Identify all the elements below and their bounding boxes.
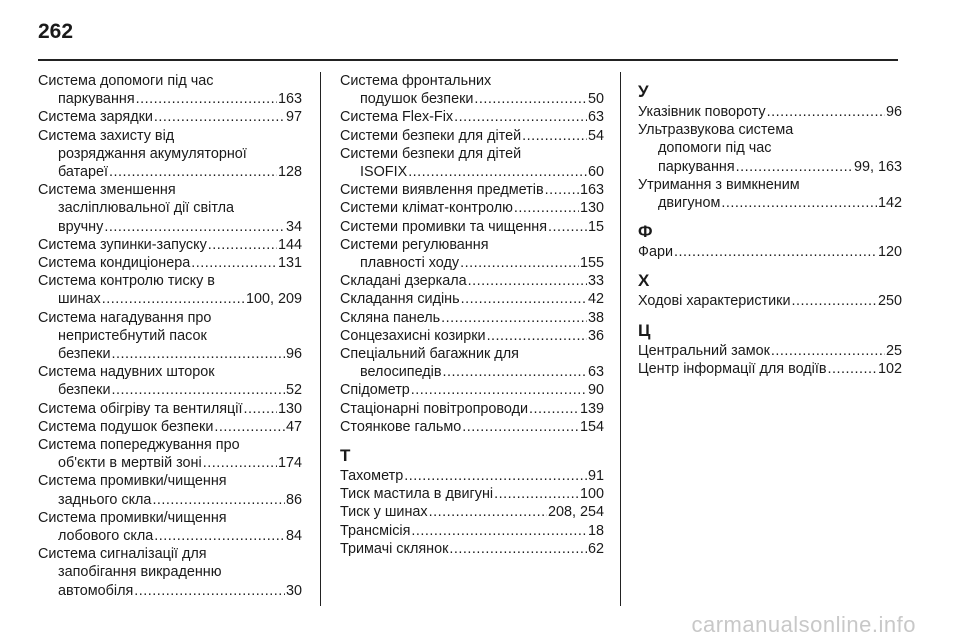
index-entry	[638, 103, 902, 121]
index-page-ref[interactable]: 52	[285, 382, 302, 399]
index-entry-text: вручну	[58, 218, 104, 235]
dot-leader	[112, 345, 285, 363]
dot-leader	[102, 290, 245, 308]
dot-leader	[191, 254, 277, 272]
index-page-ref[interactable]: 33	[587, 273, 604, 290]
index-page-ref[interactable]: 54	[587, 127, 604, 144]
dot-leader	[112, 381, 285, 399]
dot-leader	[767, 103, 885, 121]
dot-leader	[449, 540, 587, 558]
index-page-ref[interactable]: 25	[885, 342, 902, 359]
index-entry-text: Складання сидінь	[340, 291, 460, 308]
index-entry	[340, 327, 604, 345]
index-entry-text: велосипедів	[360, 364, 442, 381]
index-entry-text: запобігання викраденню	[58, 564, 222, 581]
index-entry-text: Системи виявлення предметів	[340, 182, 544, 199]
dot-leader	[408, 163, 587, 181]
index-page-ref[interactable]: 96	[885, 104, 902, 120]
index-entry	[340, 485, 604, 503]
index-entry-text: Системи промивки та чищення	[340, 218, 548, 235]
dot-leader	[429, 503, 547, 521]
index-entry	[340, 127, 604, 145]
index-entry	[38, 309, 302, 364]
column-divider	[620, 72, 621, 606]
index-page-ref[interactable]: 91	[587, 468, 604, 485]
index-entry-text: Центральний замок	[638, 342, 770, 359]
dot-leader	[494, 485, 579, 503]
header-rule	[38, 59, 898, 61]
index-entry	[38, 472, 302, 508]
index-entry-text: Трансмісія	[340, 522, 411, 539]
index-entry-text: Системи безпеки для дітей	[340, 127, 522, 144]
index-entry-text: Система подушок безпеки	[38, 418, 214, 435]
index-entry-text: подушок безпеки	[360, 91, 474, 108]
index-entry-text: заднього скла	[58, 491, 152, 508]
index-page-ref[interactable]: 144	[277, 236, 302, 253]
index-entry	[38, 272, 302, 308]
index-entry-text: допомоги під час	[658, 140, 772, 157]
index-entry	[340, 108, 604, 126]
index-page-ref[interactable]: 102	[877, 360, 902, 377]
dot-leader	[828, 360, 877, 378]
index-letter-heading: Ф	[638, 222, 653, 242]
dot-leader	[548, 218, 587, 236]
index-entry-text: Стоянкове гальмо	[340, 418, 462, 435]
index-entry-text: Утримання з вимкненим	[638, 176, 800, 193]
index-entry	[340, 218, 604, 236]
index-entry-text: плавності ходу	[360, 255, 460, 272]
index-page-ref[interactable]: 63	[587, 364, 604, 381]
index-entry	[340, 272, 604, 290]
index-entry-text: безпеки	[58, 382, 111, 399]
dot-leader	[244, 400, 277, 418]
index-entry	[638, 360, 902, 378]
index-entry-text: Системи безпеки для дітей	[340, 145, 522, 162]
index-entry-text: двигуном	[658, 195, 721, 212]
index-letter-heading: Х	[638, 271, 650, 291]
index-entry-text: Система промивки/чищення	[38, 509, 227, 526]
index-entry	[340, 503, 604, 521]
dot-leader	[474, 90, 587, 108]
dot-leader	[792, 292, 877, 310]
watermark: carmanualsonline.info	[691, 612, 916, 637]
index-entry-text: Системи клімат-контролю	[340, 200, 513, 217]
page-number: 262	[38, 20, 74, 43]
index-page-ref[interactable]: 97	[285, 109, 302, 126]
dot-leader	[203, 454, 277, 472]
index-letter-heading: Ц	[638, 320, 651, 340]
index-entry	[38, 509, 302, 545]
index-entry	[340, 418, 604, 436]
index-page-ref[interactable]: 50	[587, 91, 604, 108]
dot-leader	[443, 363, 587, 381]
dot-leader	[487, 327, 587, 345]
dot-leader	[208, 236, 277, 254]
index-column-3	[638, 72, 902, 378]
index-page-ref[interactable]: 100, 209	[245, 291, 302, 308]
index-entry	[340, 400, 604, 418]
index-page-ref[interactable]: 163	[579, 182, 604, 199]
index-entry-text: Тахометр	[340, 468, 404, 485]
dot-leader	[109, 163, 277, 181]
index-page-ref[interactable]: 163	[277, 91, 302, 108]
index-entry-text: Системи регулювання	[340, 236, 489, 253]
dot-leader	[461, 290, 587, 308]
dot-leader	[214, 418, 285, 436]
index-entry-text: Тримачі склянок	[340, 540, 449, 557]
index-page-ref[interactable]: 155	[579, 255, 604, 272]
index-entry-text: Скляна панель	[340, 309, 441, 326]
index-entry-text: безпеки	[58, 346, 111, 363]
index-entry-text: Фари	[638, 244, 673, 261]
index-entry	[38, 108, 302, 126]
index-entry	[340, 72, 604, 108]
index-entry	[38, 418, 302, 436]
index-page-ref[interactable]: 60	[587, 164, 604, 181]
dot-leader	[154, 108, 285, 126]
index-page-ref[interactable]: 174	[277, 455, 302, 472]
dot-leader	[154, 527, 285, 545]
index-entry-text: Система зменшення	[38, 182, 176, 199]
index-entry-text: Система допомоги під час	[38, 73, 214, 89]
index-entry	[340, 467, 604, 485]
index-entry-text: Система попереджування про	[38, 437, 240, 454]
dot-leader	[674, 243, 877, 261]
dot-leader	[529, 400, 579, 418]
index-entry	[38, 545, 302, 600]
index-page-ref[interactable]: 130	[277, 400, 302, 417]
dot-leader	[404, 467, 587, 485]
index-entry-text: шинах	[58, 291, 101, 308]
index-entry-text: Система зарядки	[38, 109, 153, 126]
index-entry-text: Система сигналізації для	[38, 546, 207, 563]
index-entry-text: Ультразвукова система	[638, 122, 794, 139]
index-entry	[340, 309, 604, 327]
index-entry-text: Система обігріву та вентиляції	[38, 400, 243, 417]
index-page-ref[interactable]: 250	[877, 293, 902, 310]
index-entry-text: Система зупинки-запуску	[38, 236, 207, 253]
index-page-ref[interactable]: 99, 163	[853, 158, 902, 175]
index-entry	[38, 236, 302, 254]
index-entry-text: автомобіля	[58, 582, 134, 599]
index-entry-text: Спеціальний багажник для	[340, 346, 519, 363]
index-entry	[38, 254, 302, 272]
index-page-ref[interactable]: 38	[587, 309, 604, 326]
dot-leader	[514, 199, 579, 217]
dot-leader	[136, 90, 277, 108]
dot-leader	[152, 491, 285, 509]
index-page-ref[interactable]: 128	[277, 164, 302, 181]
index-entry-text: об'єкти в мертвій зоні	[58, 455, 202, 472]
index-page-ref[interactable]: 90	[587, 382, 604, 399]
index-entry-text: непристебнутий пасок	[58, 327, 207, 344]
index-entry-text: Система нагадування про	[38, 309, 212, 326]
index-page-ref[interactable]: 18	[587, 522, 604, 539]
index-entry	[638, 121, 902, 176]
index-entry-text: Складані дзеркала	[340, 273, 467, 290]
index-entry	[340, 540, 604, 558]
index-entry-text: паркування	[658, 158, 735, 175]
index-page-ref[interactable]: 42	[587, 291, 604, 308]
index-entry-text: Система захисту від	[38, 127, 175, 144]
index-page-ref[interactable]: 120	[877, 244, 902, 261]
dot-leader	[736, 158, 853, 176]
dot-leader	[411, 522, 587, 540]
index-entry-text: лобового скла	[58, 528, 154, 545]
index-page-ref[interactable]: 86	[285, 491, 302, 508]
index-page-ref[interactable]: 96	[285, 346, 302, 363]
index-letter-heading: Т	[340, 446, 351, 466]
index-entry	[638, 176, 902, 212]
index-entry-text: Система промивки/чищення	[38, 473, 227, 490]
index-entry	[340, 381, 604, 399]
index-page-ref[interactable]: 34	[285, 218, 302, 235]
index-entry-text: ISOFIX	[360, 164, 408, 181]
index-page-ref[interactable]: 142	[877, 195, 902, 212]
index-entry-text: засліплювальної дії світла	[58, 200, 235, 217]
index-entry	[340, 522, 604, 540]
index-page-ref[interactable]: 47	[285, 418, 302, 435]
dot-leader	[460, 254, 579, 272]
index-entry	[638, 292, 902, 310]
index-entry	[340, 290, 604, 308]
index-entry-text: Система кондиціонера	[38, 255, 191, 272]
index-page-ref[interactable]: 100	[579, 486, 604, 503]
index-entry	[340, 181, 604, 199]
index-entry-text: Спідометр	[340, 382, 410, 399]
dot-leader	[771, 342, 885, 360]
index-column-1	[38, 72, 302, 600]
index-entry-text: розряджання акумуляторної	[58, 145, 247, 162]
index-entry	[38, 127, 302, 182]
index-page-ref[interactable]: 208, 254	[547, 504, 604, 521]
dot-leader	[454, 108, 587, 126]
dot-leader	[545, 181, 579, 199]
index-entry-text: Система фронтальних	[340, 73, 492, 89]
dot-leader	[721, 194, 877, 212]
index-entry-text: Указівник повороту	[638, 104, 766, 120]
index-entry	[638, 243, 902, 261]
dot-leader	[441, 309, 587, 327]
index-page-ref[interactable]: 15	[587, 218, 604, 235]
dot-leader	[104, 218, 285, 236]
index-entry	[38, 181, 302, 236]
column-divider	[320, 72, 321, 606]
dot-leader	[411, 381, 587, 399]
index-entry-text: Ходові характеристики	[638, 293, 791, 310]
index-letter-heading: У	[638, 82, 649, 101]
index-entry-text: Система контролю тиску в	[38, 273, 215, 290]
index-page-ref[interactable]: 30	[285, 582, 302, 599]
index-entry-text: батареї	[58, 164, 109, 181]
index-entry-text: Стаціонарні повітропроводи	[340, 400, 529, 417]
index-column-2	[340, 72, 604, 558]
index-page-ref[interactable]: 130	[579, 200, 604, 217]
index-page-ref[interactable]: 131	[277, 255, 302, 272]
dot-leader	[522, 127, 587, 145]
index-entry-text: паркування	[58, 91, 135, 108]
index-page-ref[interactable]: 154	[579, 418, 604, 435]
index-page-ref[interactable]: 62	[587, 540, 604, 557]
index-entry	[340, 345, 604, 381]
index-page-ref[interactable]: 63	[587, 109, 604, 126]
index-entry-text: Тиск мастила в двигуні	[340, 486, 494, 503]
index-entry	[340, 236, 604, 272]
index-entry-text: Система надувних шторок	[38, 364, 215, 381]
index-entry	[38, 72, 302, 108]
index-entry	[38, 363, 302, 399]
index-entry-text: Система Flex-Fix	[340, 109, 454, 126]
index-entry-text: Сонцезахисні козирки	[340, 327, 486, 344]
index-entry	[638, 342, 902, 360]
index-entry	[340, 199, 604, 217]
dot-leader	[468, 272, 587, 290]
index-entry	[340, 145, 604, 181]
dot-leader	[134, 582, 285, 600]
index-entry-text: Тиск у шинах	[340, 504, 428, 521]
dot-leader	[462, 418, 579, 436]
index-page-ref[interactable]: 36	[587, 327, 604, 344]
index-page-ref[interactable]: 84	[285, 528, 302, 545]
index-entry	[38, 436, 302, 472]
index-entry-text: Центр інформації для водіїв	[638, 360, 827, 377]
index-entry	[38, 400, 302, 418]
index-page-ref[interactable]: 139	[579, 400, 604, 417]
